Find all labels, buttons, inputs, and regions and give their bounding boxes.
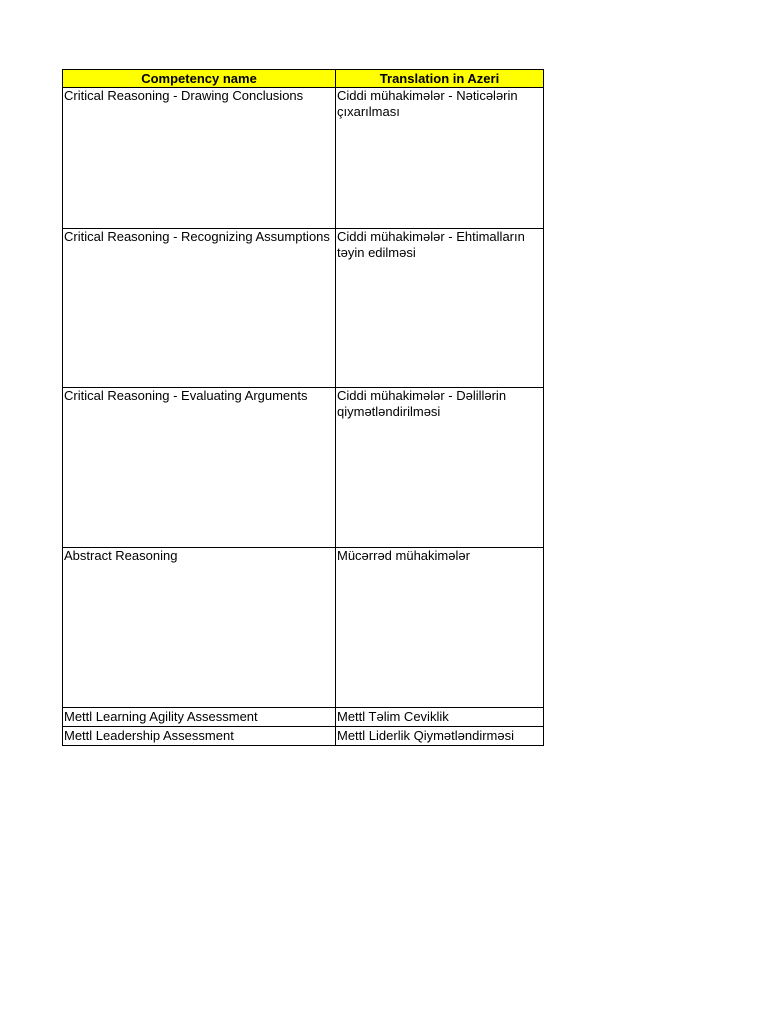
header-row — [63, 70, 544, 88]
translation-cell: Ciddi mühakimələr - Dəlillərin qiymətləndirilməsi — [336, 388, 544, 548]
competency-cell: Mettl Leadership Assessment — [63, 727, 336, 746]
competency-cell: Critical Reasoning - Recognizing Assumptions — [63, 229, 336, 388]
translation-cell: Mücərrəd mühakimələr — [336, 548, 544, 708]
table-row — [63, 727, 544, 746]
competency-cell: Abstract Reasoning — [63, 548, 336, 708]
table-row — [63, 708, 544, 727]
translation-cell: Mettl Liderlik Qiymətləndirməsi — [336, 727, 544, 746]
translation-cell: Mettl Təlim Ceviklik — [336, 708, 544, 727]
header-translation-azeri: Translation in Azeri — [336, 70, 544, 88]
translation-cell: Ciddi mühakimələr - Nəticələrin çıxarılması — [336, 88, 544, 229]
competency-cell: Mettl Learning Agility Assessment — [63, 708, 336, 727]
competency-cell: Critical Reasoning - Drawing Conclusions — [63, 88, 336, 229]
table-row — [63, 88, 544, 229]
table-row — [63, 388, 544, 548]
table-row — [63, 229, 544, 388]
competency-table — [62, 69, 544, 746]
header-competency-name: Competency name — [63, 70, 336, 88]
translation-cell: Ciddi mühakimələr - Ehtimalların təyin edilməsi — [336, 229, 544, 388]
table-row — [63, 548, 544, 708]
competency-cell: Critical Reasoning - Evaluating Arguments — [63, 388, 336, 548]
